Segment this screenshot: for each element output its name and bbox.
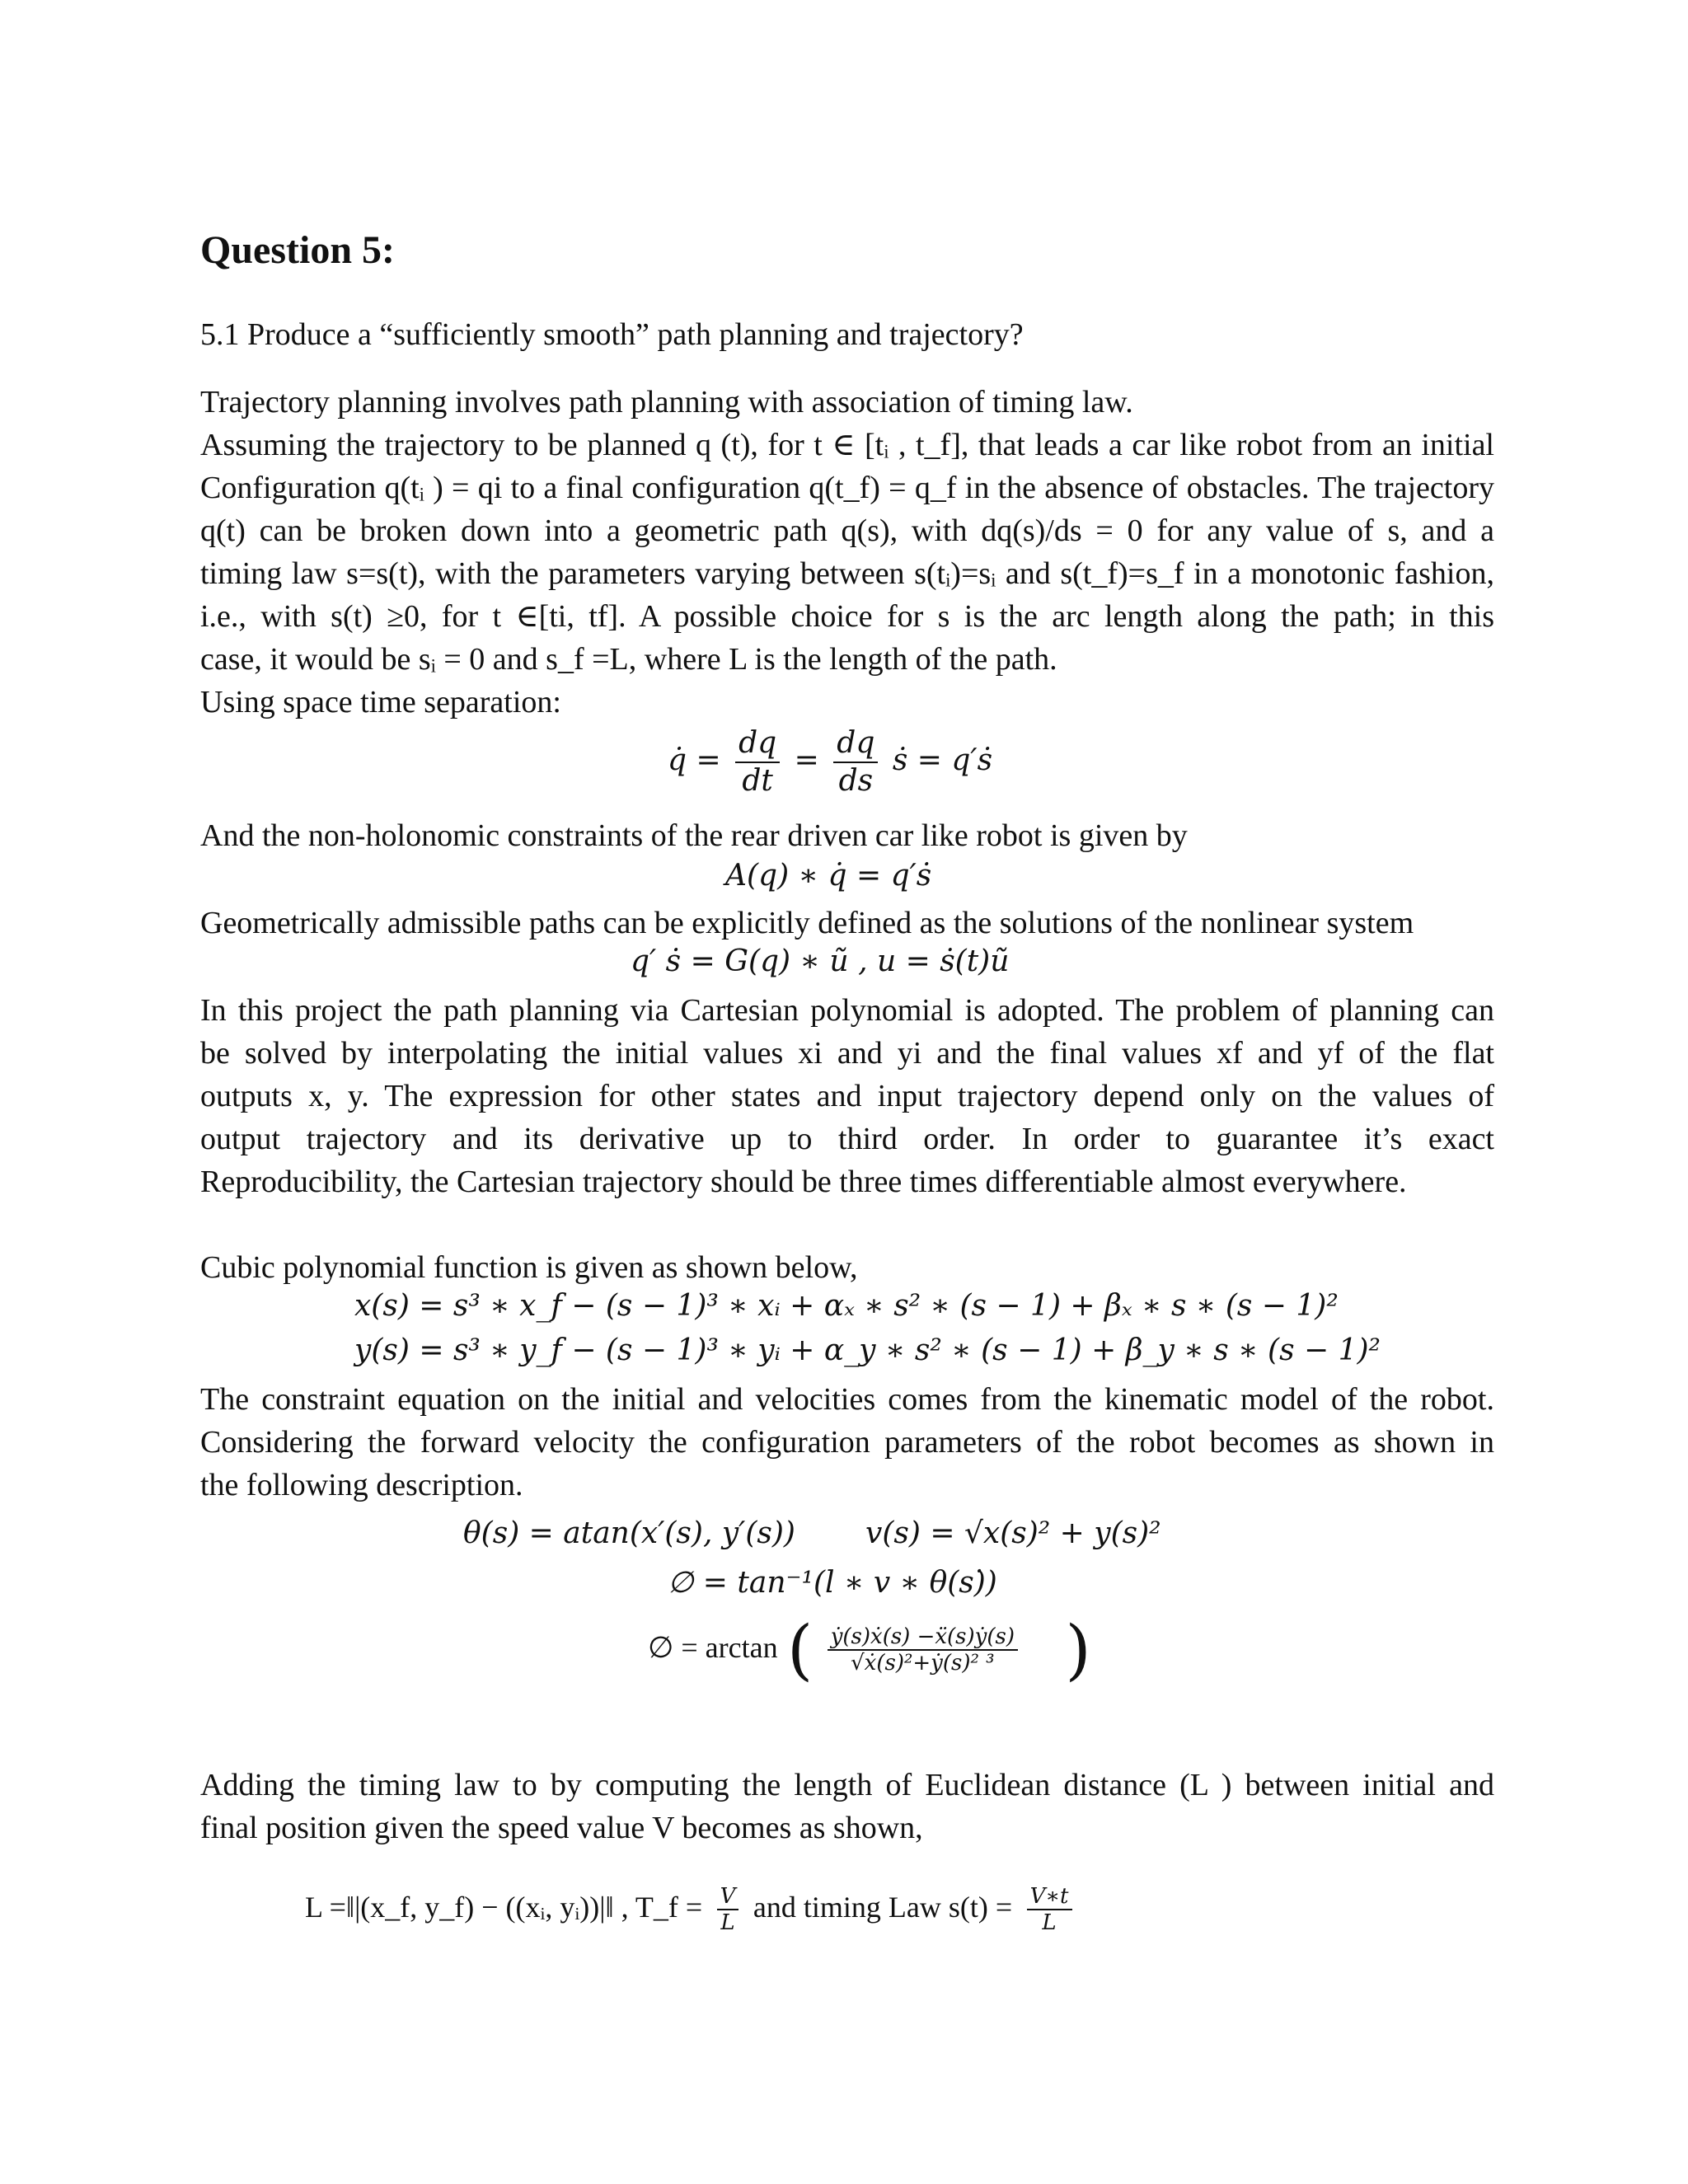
left-paren: ( [787,1611,814,1688]
equation-phi-arctan [648,1611,1091,1688]
paragraph-line: Using space time separation: [200,685,561,719]
paragraph-line: final position given the speed value V becomes as shown, [200,1811,923,1845]
equation-cubic-y: y(s) = s³ ∗ y_f − (s − 1)³ ∗ yᵢ + α_y ∗ s² ∗ (s − 1) + β_y ∗ s ∗ (s − 1)² [354,1333,1381,1367]
equation-velocity: v(s) = √x(s)² + y(s)² [865,1516,1161,1550]
paragraph-line: Assuming the trajectory to be planned q (t), for t ∈ [tᵢ , t_f], that leads a car like robot from an initial [200,428,1494,462]
eq-rhs: ṡ = q′ṡ [892,743,993,777]
denominator: L [1042,1910,1057,1935]
question-heading: Question 5: [200,228,396,272]
paragraph-line: case, it would be sᵢ = 0 and s_f =L, where L is the length of the path. [200,642,1057,677]
right-paren: ) [1065,1611,1091,1688]
paragraph-line: The constraint equation on the initial and velocities comes from the kinematic model of the robot. [200,1382,1494,1417]
paragraph-line: Configuration q(tᵢ ) = qi to a final configuration q(t_f) = q_f in the absence of obstacles. The trajectory [200,471,1494,505]
numerator: V∗t [1027,1884,1072,1910]
equation-nonholonomic: A(q) ∗ q̇ = q′ṡ [725,859,932,893]
equation-phi-atan: ∅ = tan⁻¹(l ∗ v ∗ θ(s)̇) [668,1566,997,1600]
equation-cubic-x: x(s) = s³ ∗ x_f − (s − 1)³ ∗ xᵢ + αₓ ∗ s² ∗ (s − 1) + βₓ ∗ s ∗ (s − 1)² [354,1289,1339,1323]
paragraph-line: be solved by interpolating the initial values xi and yi and the final values xf and yf of the flat [200,1036,1494,1071]
numerator: dq [735,725,780,763]
equation-space-time-separation [668,725,992,799]
paragraph-line: Geometrically admissible paths can be explicitly defined as the solutions of the nonlinear system [200,906,1414,940]
numerator: dq [833,725,878,763]
numerator: V [717,1884,739,1910]
paragraph-line: In this project the path planning via Cartesian polynomial is adopted. The problem of planning can [200,993,1494,1028]
fraction [828,1624,1018,1675]
equation-nonlinear-system: q′ ṡ = G(q) ∗ ũ , u = ṡ(t)ũ [631,944,1010,978]
fraction [717,1884,739,1935]
paragraph-line: And the non-holonomic constraints of the rear driven car like robot is given by [200,818,1188,853]
fraction [735,725,780,799]
paragraph-line: outputs x, y. The expression for other states and input trajectory depend only on the values of [200,1079,1494,1113]
eq-part: L =‖|(x_f, y_f) − ((xᵢ, yᵢ))|‖ , T_f = [305,1891,703,1924]
denominator: √ẋ(s)²+ẏ(s)² ³ [851,1651,995,1675]
paragraph-line: the following description. [200,1468,523,1502]
paragraph-line: Trajectory planning involves path planning with association of timing law. [200,385,1133,419]
equation-theta: θ(s) = atan(x′(s), y′(s)) [463,1516,795,1550]
eq-lhs: q̇ = [668,743,721,777]
numerator: ẏ(s)ẋ(s) −ẍ(s)ẏ(s) [828,1624,1018,1651]
eq-equals: = [794,743,819,777]
paragraph-line: output trajectory and its derivative up to third order. In order to guarantee it’s exact [200,1122,1494,1156]
subquestion-5-1: 5.1 Produce a “sufficiently smooth” path planning and trajectory? [200,317,1024,352]
fraction [1027,1884,1072,1935]
paragraph-line: Reproducibility, the Cartesian trajectory should be three times differentiable almost everywhere. [200,1165,1407,1199]
fraction [833,725,878,799]
denominator: ds [838,764,874,798]
paragraph-line: q(t) can be broken down into a geometric path q(s), with dq(s)/ds = 0 for any value of s, and a [200,513,1494,548]
denominator: L [720,1910,735,1935]
eq-part: and timing Law s(t) = [753,1891,1013,1924]
eq-lhs: ∅ = arctan [648,1631,778,1664]
paragraph-line: i.e., with s(t) ≥0, for t ∈[ti, tf]. A possible choice for s is the arc length along the path; in this [200,599,1494,634]
paragraph-line: Cubic polynomial function is given as shown below, [200,1250,858,1285]
paragraph-line: Adding the timing law to by computing the length of Euclidean distance (L ) between initial and [200,1768,1494,1802]
paragraph-line: Considering the forward velocity the configuration parameters of the robot becomes as shown in [200,1425,1494,1460]
denominator: dt [742,764,773,798]
equation-timing-law [305,1884,1077,1935]
paragraph-line: timing law s=s(t), with the parameters varying between s(tᵢ)=sᵢ and s(t_f)=s_f in a monotonic fashion, [200,556,1494,591]
